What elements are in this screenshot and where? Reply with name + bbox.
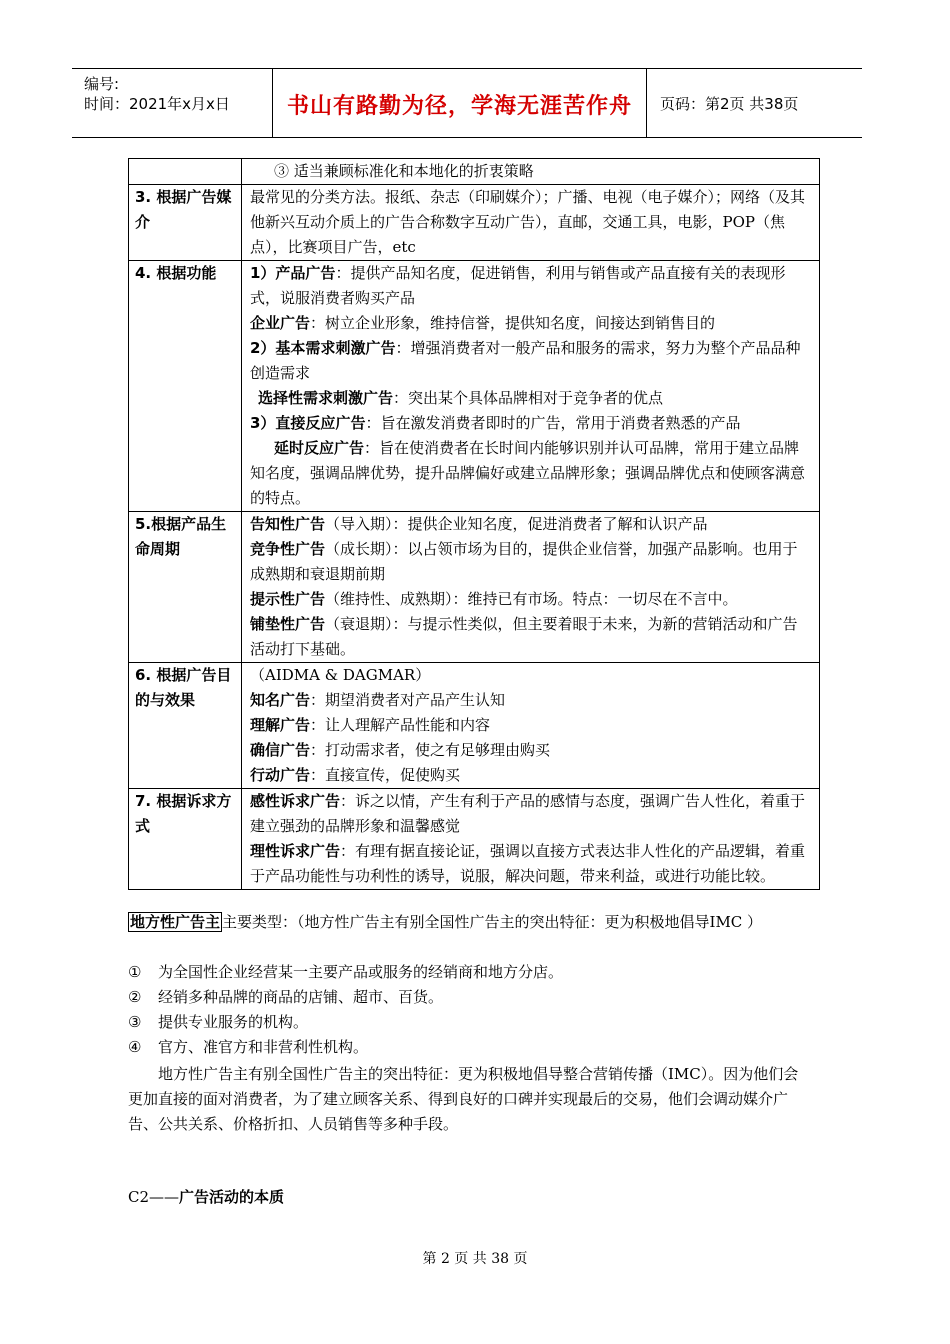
term: 选择性需求刺激广告 bbox=[258, 389, 394, 407]
row-label bbox=[129, 159, 242, 185]
term: 企业广告 bbox=[250, 314, 311, 332]
term: 铺垫性广告 bbox=[250, 615, 326, 633]
list-item bbox=[128, 960, 563, 985]
list-item bbox=[128, 1010, 563, 1035]
term: 确信广告 bbox=[250, 741, 311, 759]
row-label: 3. 根据广告媒介 bbox=[129, 185, 242, 261]
list-marker: ④ bbox=[128, 1038, 142, 1056]
definition: ：旨在激发消费者即时的广告，常用于消费者熟悉的产品 bbox=[365, 414, 741, 432]
row-label: 4. 根据功能 bbox=[129, 261, 242, 512]
page-footer: 第 2 页 共 38 页 bbox=[422, 1251, 528, 1267]
list-item-text: 经销多种品牌的商品的店铺、超市、百货。 bbox=[158, 988, 444, 1006]
local-advertiser-paragraph: 地方性广告主有别全国性广告主的突出特征：更为积极地倡导整合营销传播（IMC）。因为他们会更加直接的面对消费者，为了建立顾客关系、得到良好的口碑并实现最后的交易，他们会调动媒介广告、公共关系、价格折扣、人员销售等多种手段。 bbox=[128, 1065, 799, 1133]
row-label: 5.根据产品生命周期 bbox=[129, 512, 242, 663]
term: 知名广告 bbox=[250, 691, 311, 709]
term: 2）基本需求刺激广告 bbox=[250, 339, 396, 357]
row-content bbox=[242, 789, 820, 890]
table-row bbox=[129, 789, 820, 890]
local-advertiser-types-heading: 主要类型：（地方性广告主有别全国性广告主的突出特征：更为积极地倡导IMC ） bbox=[222, 913, 763, 931]
definition: ：有理有据直接论证，强调以直接方式表达非人性化的产品逻辑，着重于产品功能性与功利性的诱导，说服，解决问题，带来利益，或进行功能比较。 bbox=[250, 842, 806, 885]
definition: （导入期）：提供企业知名度，促进消费者了解和认识产品 bbox=[325, 515, 708, 533]
table-row bbox=[129, 261, 820, 512]
table-row bbox=[129, 663, 820, 789]
definition: ：让人理解产品性能和内容 bbox=[310, 716, 491, 734]
list-item-text: 为全国性企业经营某一主要产品或服务的经销商和地方分店。 bbox=[158, 963, 564, 981]
definition: ：诉之以情，产生有利于产品的感情与态度，强调广告人性化，着重于建立强劲的品牌形象和温馨感觉 bbox=[250, 792, 806, 835]
number-label: 编号: bbox=[84, 75, 120, 93]
section-title: 广告活动的本质 bbox=[179, 1188, 285, 1206]
row-label: 6. 根据广告目的与效果 bbox=[129, 663, 242, 789]
definition: （衰退期）：与提示性类似，但主要着眼于未来，为新的营销活动和广告活动打下基础。 bbox=[250, 615, 798, 658]
term: 提示性广告 bbox=[250, 590, 326, 608]
local-advertiser-list bbox=[128, 960, 563, 1060]
term: 延时反应广告 bbox=[274, 439, 365, 457]
list-marker: ② bbox=[128, 988, 142, 1006]
definition: ：提供产品知名度，促进销售，利用与销售或产品直接有关的表现形式，说服消费者购买产品 bbox=[250, 264, 786, 307]
local-advertiser-term: 地方性广告主 bbox=[130, 913, 221, 931]
definition: ：增强消费者对一般产品和服务的需求，努力为整个产品品种创造需求 bbox=[250, 339, 801, 382]
term: 感性诉求广告 bbox=[250, 792, 341, 810]
definition: ：期望消费者对产品产生认知 bbox=[310, 691, 506, 709]
list-item bbox=[128, 1035, 563, 1060]
local-advertiser-intro bbox=[128, 910, 808, 935]
term: 1）产品广告 bbox=[250, 264, 336, 282]
header-motto: 书山有路勤为径，学海无涯苦作舟 bbox=[286, 94, 632, 119]
page-header bbox=[72, 68, 862, 138]
row-label: 7. 根据诉求方式 bbox=[129, 789, 242, 890]
classification-table bbox=[128, 158, 820, 890]
compromise-strategy-text: ③ 适当兼顾标准化和本地化的折衷策略 bbox=[274, 162, 534, 180]
row-content bbox=[242, 512, 820, 663]
header-page-label: 页码：第2页 共38页 bbox=[660, 95, 799, 113]
header-meta bbox=[72, 69, 272, 137]
list-marker: ③ bbox=[128, 1013, 142, 1031]
section-code: C2—— bbox=[128, 1188, 180, 1206]
row-content bbox=[242, 261, 820, 512]
time-label: 时间：2021年x月x日 bbox=[84, 95, 230, 113]
header-divider bbox=[646, 69, 647, 137]
table-row bbox=[129, 185, 820, 261]
term: 理性诉求广告 bbox=[250, 842, 341, 860]
list-item bbox=[128, 985, 563, 1010]
model-note: （AIDMA & DAGMAR） bbox=[250, 666, 431, 684]
definition: ：打动需求者，使之有足够理由购买 bbox=[310, 741, 551, 759]
row-content bbox=[242, 159, 820, 185]
term: 理解广告 bbox=[250, 716, 311, 734]
row-content bbox=[242, 663, 820, 789]
term: 行动广告 bbox=[250, 766, 311, 784]
table-row bbox=[129, 512, 820, 663]
definition: ：旨在使消费者在长时间内能够识别并认可品牌，常用于建立品牌知名度，强调品牌优势，提升品牌偏好或建立品牌形象；强调品牌优点和使顾客满意的特点。 bbox=[250, 439, 806, 507]
definition: ：突出某个具体品牌相对于竞争者的优点 bbox=[393, 389, 664, 407]
list-item-text: 官方、准官方和非营利性机构。 bbox=[158, 1038, 369, 1056]
definition: ：直接宣传，促使购买 bbox=[310, 766, 461, 784]
list-item-text: 提供专业服务的机构。 bbox=[158, 1013, 309, 1031]
section-heading bbox=[128, 1186, 284, 1207]
definition: ：树立企业形象，维持信誉，提供知名度，间接达到销售目的 bbox=[310, 314, 716, 332]
list-marker: ① bbox=[128, 963, 142, 981]
term: 3）直接反应广告 bbox=[250, 414, 366, 432]
table-row bbox=[129, 159, 820, 185]
definition: （成长期）：以占领市场为目的，提供企业信誉，加强产品影响。也用于成熟期和衰退期前期 bbox=[250, 540, 798, 583]
term: 竞争性广告 bbox=[250, 540, 326, 558]
row-content: 最常见的分类方法。报纸、杂志（印刷媒介）；广播、电视（电子媒介）；网络（及其他新兴互动介质上的广告合称数字互动广告），直邮，交通工具，电影，POP（焦点），比赛项目广告，etc bbox=[242, 185, 820, 261]
definition: （维持性、成熟期）：维持已有市场。特点：一切尽在不言中。 bbox=[325, 590, 738, 608]
term: 告知性广告 bbox=[250, 515, 326, 533]
